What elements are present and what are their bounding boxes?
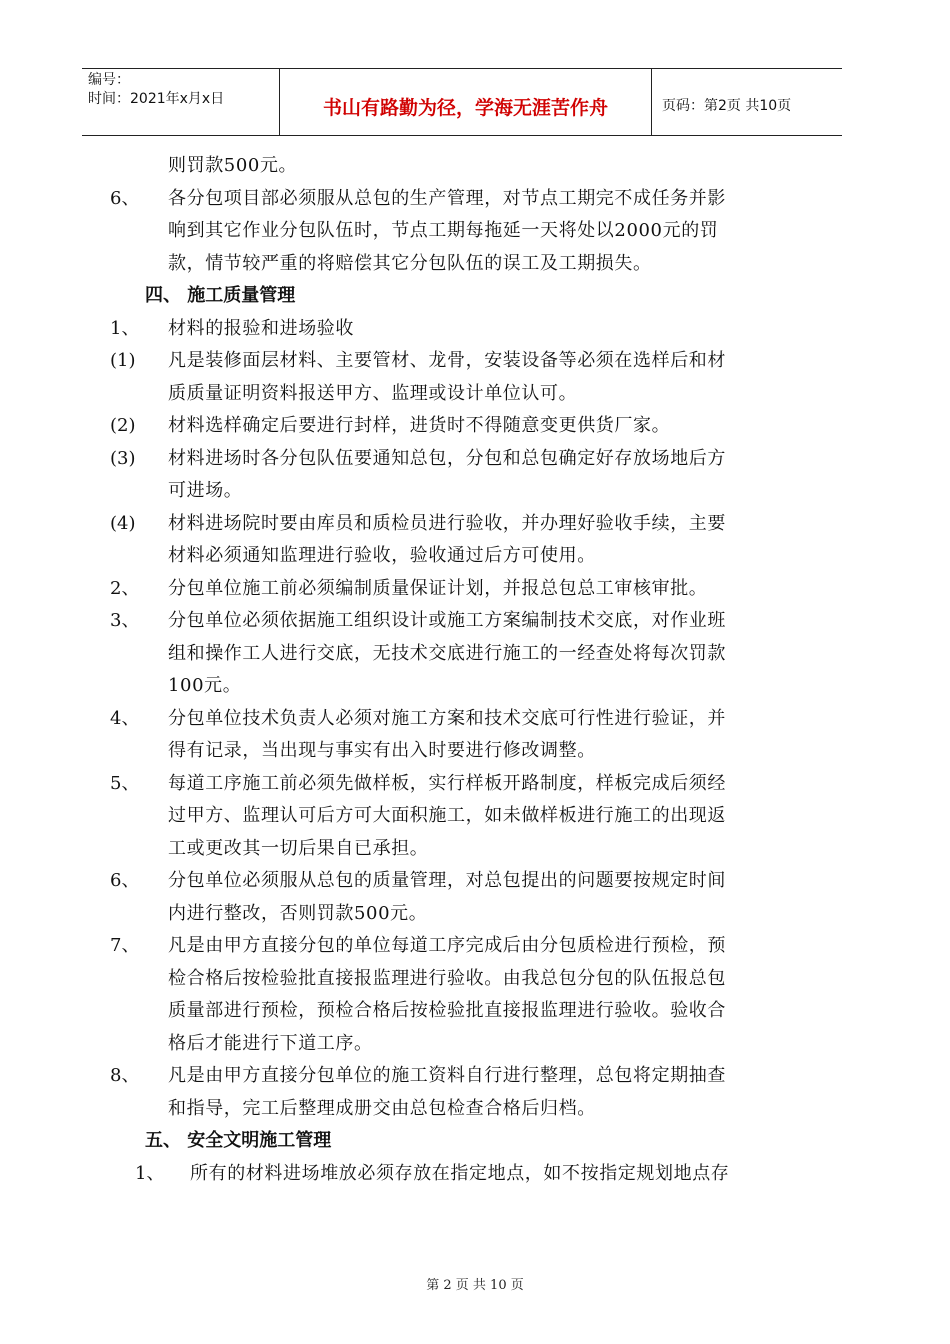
header-motto: 书山有路勤为径，学海无涯苦作舟 — [280, 69, 652, 135]
paragraph-line — [0, 378, 950, 411]
line-text: 所有的材料进场堆放必须存放在指定地点，如不按指定规划地点存 — [190, 1162, 730, 1184]
item-number: 1、 — [135, 1162, 165, 1184]
paragraph-line — [0, 215, 950, 248]
paragraph-line — [0, 443, 950, 476]
paragraph-line — [0, 865, 950, 898]
section-heading — [0, 1125, 950, 1158]
line-text: 质量部进行预检，预检合格后按检验批直接报监理进行验收。验收合 — [168, 1000, 726, 1021]
line-text: 材料必须通知监理进行验收，验收通过后方可使用。 — [168, 545, 596, 566]
item-number: 1、 — [110, 317, 140, 339]
page-header — [82, 68, 842, 136]
paragraph-line — [0, 1093, 950, 1126]
section-title: 五、 安全文明施工管理 — [145, 1130, 332, 1151]
paragraph-line — [0, 150, 950, 183]
paragraph-line — [0, 248, 950, 281]
paragraph-line — [0, 540, 950, 573]
time-label: 时间：2021年x月x日 — [88, 91, 225, 107]
line-text: 凡是由甲方直接分包的单位每道工序完成后由分包质检进行预检，预 — [168, 935, 726, 956]
paragraph-line — [0, 508, 950, 541]
line-text: 分包单位施工前必须编制质量保证计划，并报总包总工审核审批。 — [168, 577, 708, 599]
item-number: 7、 — [110, 935, 140, 956]
line-text: 内进行整改，否则罚款500元。 — [168, 902, 428, 924]
line-text: 则罚款500元。 — [168, 155, 298, 176]
line-text: 分包单位技术负责人必须对施工方案和技术交底可行性进行验证，并 — [168, 707, 726, 729]
item-number: 6、 — [110, 187, 140, 209]
paragraph-line — [0, 313, 950, 346]
line-text: 凡是由甲方直接分包单位的施工资料自行进行整理，总包将定期抽查 — [168, 1065, 726, 1086]
item-number: (4) — [110, 512, 136, 534]
line-text: 检合格后按检验批直接报监理进行验收。由我总包分包的队伍报总包 — [168, 967, 726, 989]
line-text: 每道工序施工前必须先做样板，实行样板开路制度，样板完成后须经 — [168, 772, 726, 794]
item-number: 6、 — [110, 870, 140, 891]
section-heading — [0, 280, 950, 313]
page-footer: 第 2 页 共 10 页 — [426, 1278, 524, 1293]
item-number: 3、 — [110, 610, 140, 631]
paragraph-line — [0, 410, 950, 443]
paragraph-line — [0, 573, 950, 606]
document-body — [0, 150, 950, 1190]
section-title: 四、 施工质量管理 — [145, 285, 296, 306]
paragraph-line — [0, 475, 950, 508]
line-text: 各分包项目部必须服从总包的生产管理，对节点工期完不成任务并影 — [168, 187, 726, 209]
line-text: 格后才能进行下道工序。 — [168, 1032, 373, 1054]
paragraph-line — [0, 930, 950, 963]
paragraph-line — [0, 703, 950, 736]
paragraph-line — [0, 833, 950, 866]
paragraph-line — [0, 768, 950, 801]
paragraph-line — [0, 1028, 950, 1061]
item-number: (1) — [110, 350, 136, 371]
line-text: 款，情节较严重的将赔偿其它分包队伍的误工及工期损失。 — [168, 252, 652, 274]
paragraph-line — [0, 605, 950, 638]
line-text: 分包单位必须依据施工组织设计或施工方案编制技术交底，对作业班 — [168, 610, 726, 631]
line-text: 可进场。 — [168, 480, 243, 501]
item-number: 8、 — [110, 1065, 140, 1086]
item-number: (2) — [110, 415, 136, 436]
line-text: 100元。 — [168, 675, 242, 696]
paragraph-line — [0, 995, 950, 1028]
paragraph-line — [0, 800, 950, 833]
number-label: 编号： — [88, 72, 130, 88]
paragraph-line — [0, 638, 950, 671]
paragraph-line — [0, 963, 950, 996]
line-text: 组和操作工人进行交底，无技术交底进行施工的一经查处将每次罚款 — [168, 642, 726, 664]
line-text: 分包单位必须服从总包的质量管理，对总包提出的问题要按规定时间 — [168, 870, 726, 891]
line-text: 响到其它作业分包队伍时，节点工期每拖延一天将处以2000元的罚 — [168, 220, 719, 241]
line-text: 材料进场时各分包队伍要通知总包，分包和总包确定好存放场地后方 — [168, 447, 726, 469]
header-meta — [82, 69, 280, 135]
item-number: (3) — [110, 447, 136, 469]
header-page-info: 页码：第2页 共10页 — [662, 98, 792, 114]
paragraph-line — [0, 735, 950, 768]
item-number: 2、 — [110, 577, 140, 599]
paragraph-line — [0, 345, 950, 378]
paragraph-line — [0, 1158, 950, 1191]
line-text: 工或更改其一切后果自已承担。 — [168, 837, 429, 859]
item-number: 4、 — [110, 707, 140, 729]
paragraph-line — [0, 1060, 950, 1093]
line-text: 材料选样确定后要进行封样，进货时不得随意变更供货厂家。 — [168, 415, 671, 436]
paragraph-line — [0, 183, 950, 216]
line-text: 凡是装修面层材料、主要管材、龙骨，安装设备等必须在选样后和材 — [168, 350, 726, 371]
line-text: 材料进场院时要由库员和质检员进行验收，并办理好验收手续，主要 — [168, 512, 726, 534]
line-text: 材料的报验和进场验收 — [168, 317, 354, 339]
line-text: 和指导，完工后整理成册交由总包检查合格后归档。 — [168, 1097, 596, 1119]
line-text: 得有记录，当出现与事实有出入时要进行修改调整。 — [168, 740, 596, 761]
line-text: 过甲方、监理认可后方可大面积施工，如未做样板进行施工的出现返 — [168, 805, 726, 826]
paragraph-line — [0, 670, 950, 703]
item-number: 5、 — [110, 772, 140, 794]
line-text: 质质量证明资料报送甲方、监理或设计单位认可。 — [168, 382, 578, 404]
paragraph-line — [0, 898, 950, 931]
